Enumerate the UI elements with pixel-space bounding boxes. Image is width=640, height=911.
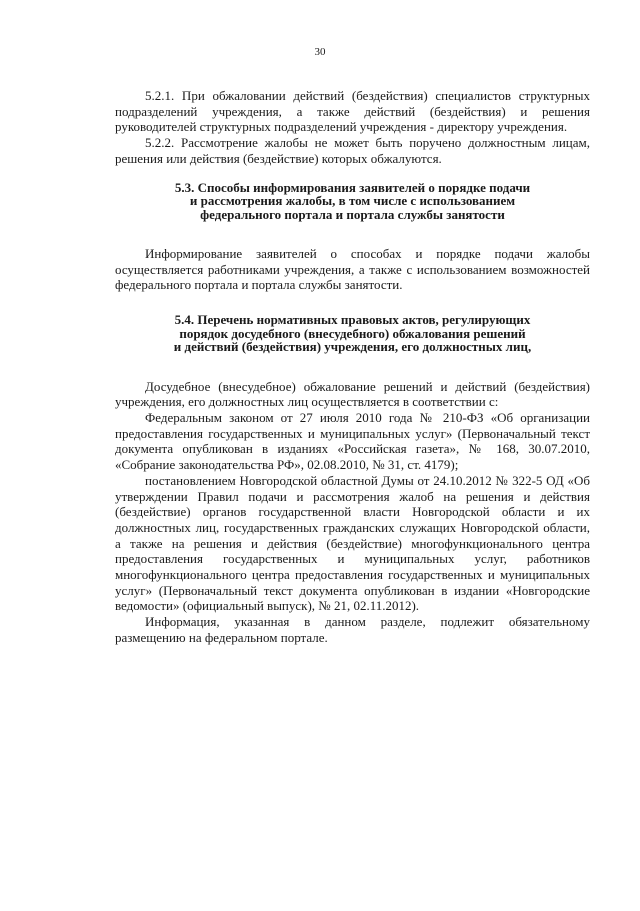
paragraph-information-note: Информация, указанная в данном разделе, подлежит обязательному размещению на федеральном портале. (115, 614, 590, 645)
paragraph-5-3: Информирование заявителей о способах и порядке подачи жалобы осуществляется работниками учреждения, а также с использованием возможностей федерального портала и портала службы занятости. (115, 246, 590, 293)
section-5-4-heading (115, 313, 590, 354)
document-body (115, 88, 590, 646)
paragraph-5-2-1: 5.2.1. При обжаловании действий (бездействия) специалистов структурных подразделений учреждения, а также действий (бездействия) и решения руководителей структурных подразделений учреждения - директору учреждения. (115, 88, 590, 135)
heading-line: и рассмотрения жалобы, в том числе с использованием (189, 193, 516, 209)
paragraph-5-2-2: 5.2.2. Рассмотрение жалобы не может быть поручено должностным лицам, решения или действия (бездействие) которых обжалуются. (115, 135, 590, 166)
page-number: 30 (314, 46, 326, 58)
paragraph-regional-decree: постановлением Новгородской областной Думы от 24.10.2012 № 322-5 ОД «Об утверждении Правил подачи и рассмотрения жалоб на решения и действия (бездействие) органов государственной власти Новгородской области и их должностных лиц, государственных гражданских служащих Новгородской области, а также на решения и действия (бездействие) многофункционального центра предоставления государственных и муниципальных услуг, работников многофункционального центра предоставления государственных и муниципальных услуг» (Первоначальный текст документа опубликован в издании «Новгородские ведомости» (официальный выпуск), № 21, 02.11.2012). (115, 472, 590, 614)
heading-line: и действий (бездействия) учреждения, его должностных лиц, (173, 339, 532, 355)
heading-line: 5.3. Способы информирования заявителей о порядке подачи (174, 179, 531, 195)
heading-line: порядок досудебного (внесудебного) обжалования решений (179, 325, 526, 341)
paragraph-federal-law: Федеральным законом от 27 июля 2010 года № 210-ФЗ «Об организации предоставления государственных и муниципальных услуг» (Первоначальный текст документа опубликован в изданиях «Российская газета», № 168, 30.07.2010, «Собрание законодательства РФ», 02.08.2010, № 31, ст. 4179); (115, 410, 590, 473)
heading-line: 5.4. Перечень нормативных правовых актов, регулирующих (174, 312, 531, 328)
section-5-3-heading (115, 181, 590, 222)
paragraph-5-4-intro: Досудебное (внесудебное) обжалование решений и действий (бездействия) учреждения, его должностных лиц осуществляется в соответствии с: (115, 378, 590, 410)
heading-line: федерального портала и портала службы занятости (200, 206, 505, 222)
